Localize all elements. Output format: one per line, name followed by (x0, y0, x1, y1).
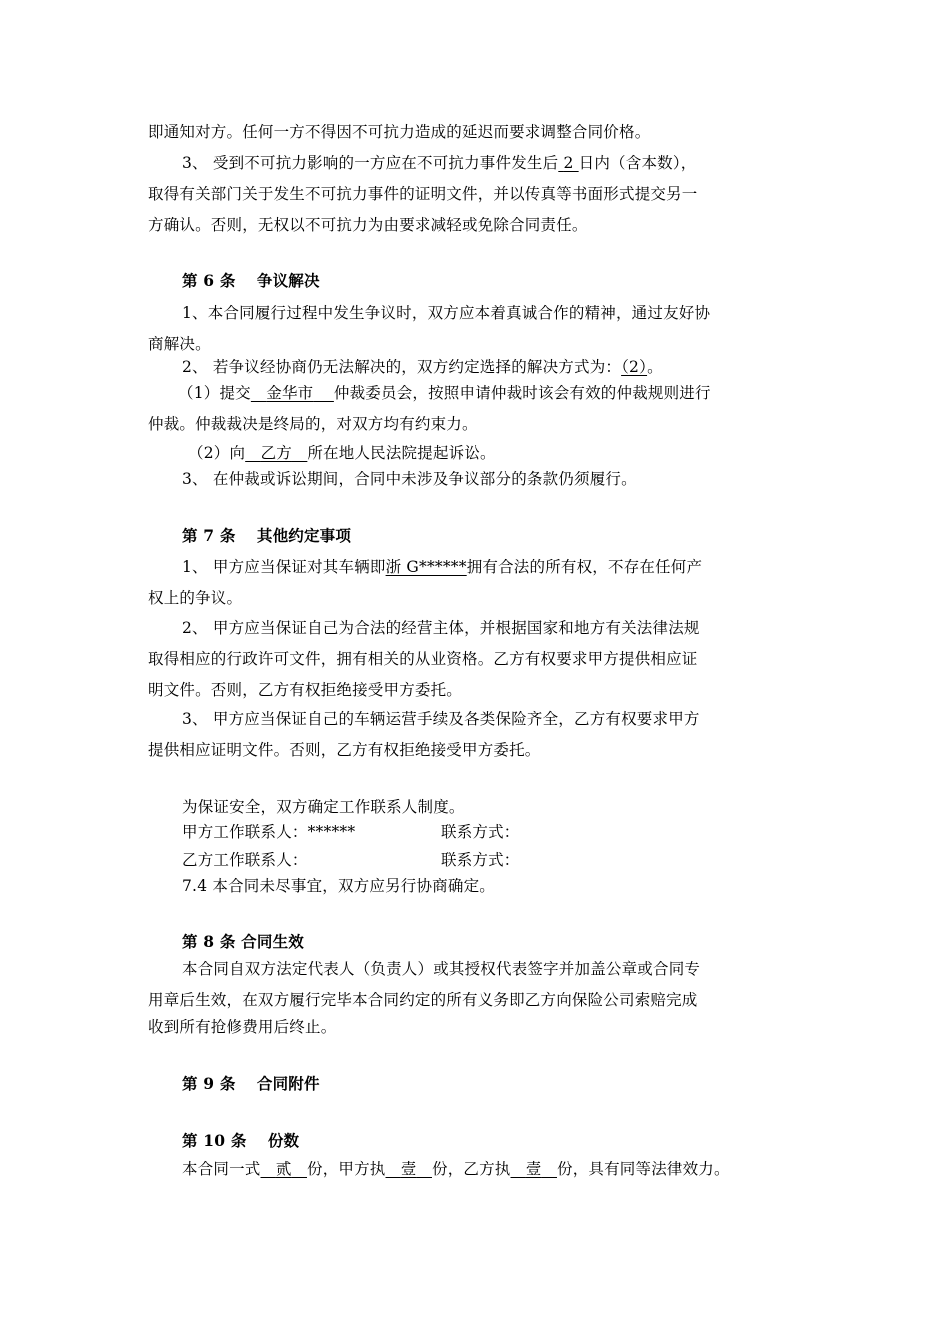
chosen-resolution: （2） (621, 358, 648, 376)
force-majeure-clause-3-line2: 取得有关部门关于发生不可抗力事件的证明文件，并以传真等书面形式提交另一 (148, 185, 698, 203)
force-majeure-clause-3 (182, 152, 697, 174)
article-6-clause-1-line2: 商解决。 (148, 335, 211, 353)
article-7-clause-2: 2、 甲方应当保证自己为合法的经营主体，并根据国家和地方有关法律法规 (182, 619, 700, 637)
article-7-title: 第 7 条 其他约定事项 (182, 526, 352, 545)
arbitration-option (178, 382, 711, 404)
party-a-contact-value: ****** (307, 823, 356, 841)
clause-text: 。 (647, 358, 663, 376)
option-text: （1）提交 (178, 384, 251, 402)
article-8-title: 第 8 条 合同生效 (182, 932, 304, 951)
clause-text: 拥有合法的所有权，不存在任何产 (466, 558, 703, 576)
arbitration-city: 金华市 (266, 384, 314, 402)
article-6-clause-2 (182, 356, 663, 378)
article-7-clause-3-line2: 提供相应证明文件。否则，乙方有权拒绝接受甲方委托。 (148, 741, 541, 759)
party-a-contact-label (182, 821, 355, 843)
party-b-contact-method-label: 联系方式： (441, 851, 520, 869)
article-7-clause-1-line2: 权上的争议。 (148, 589, 243, 607)
arbitration-option-line2: 仲裁。仲裁裁决是终局的，对双方均有约束力。 (148, 415, 478, 433)
article-9-title: 第 9 条 合同附件 (182, 1074, 320, 1093)
article-7-4: 7.4 本合同未尽事宜，双方应另行协商确定。 (182, 877, 495, 895)
article-7-clause-1 (182, 556, 702, 578)
party-b-copies: 壹 (525, 1160, 542, 1178)
option-text: （2）向 (188, 444, 246, 462)
litigation-party: 乙方 (260, 444, 292, 462)
clause-text: 日内（含本数）， (578, 154, 697, 172)
article-8-line3: 收到所有抢修费用后终止。 (148, 1018, 337, 1036)
option-text: 仲裁委员会，按照申请仲裁时该会有效的仲裁规则进行 (333, 384, 711, 402)
article-7-clause-3: 3、 甲方应当保证自己的车辆运营手续及各类保险齐全，乙方有权要求甲方 (182, 710, 700, 728)
clause-text: 份，具有同等法律效力。 (557, 1160, 730, 1178)
force-majeure-clause-3-line3: 方确认。否则，无权以不可抗力为由要求减轻或免除合同责任。 (148, 216, 588, 234)
clause-text: 1、 甲方应当保证对其车辆即 (182, 558, 386, 576)
notice-days: 2 (563, 154, 574, 172)
clause-text: 份，乙方执 (432, 1160, 511, 1178)
litigation-option (188, 442, 496, 464)
vehicle-plate: 浙 G****** (385, 558, 467, 576)
article-6-clause-3: 3、 在仲裁或诉讼期间，合同中未涉及争议部分的条款仍须履行。 (182, 470, 637, 488)
article-6-clause-1: 1、本合同履行过程中发生争议时，双方应本着真诚合作的精神，通过友好协 (182, 304, 711, 322)
option-text: 所在地人民法院提起诉讼。 (307, 444, 496, 462)
article-10-title: 第 10 条 份数 (182, 1131, 300, 1150)
clause-text: 3、 受到不可抗力影响的一方应在不可抗力事件发生后 (182, 154, 559, 172)
article-7-clause-2-line2: 取得相应的行政许可文件，拥有相关的从业资格。乙方有权要求甲方提供相应证 (148, 650, 698, 668)
clause-text: 本合同一式 (182, 1160, 261, 1178)
total-copies: 贰 (275, 1160, 292, 1178)
label-text: 甲方工作联系人： (182, 823, 308, 841)
article-10-copies (182, 1158, 730, 1180)
force-majeure-continuation: 即通知对方。任何一方不得因不可抗力造成的延迟而要求调整合同价格。 (148, 123, 651, 141)
clause-text: 2、 若争议经协商仍无法解决的，双方约定选择的解决方式为： (182, 358, 622, 376)
article-8-line1: 本合同自双方法定代表人（负责人）或其授权代表签字并加盖公章或合同专 (182, 960, 701, 978)
party-b-contact-label: 乙方工作联系人： (182, 851, 308, 869)
party-a-copies: 壹 (400, 1160, 417, 1178)
contact-system-intro: 为保证安全，双方确定工作联系人制度。 (182, 798, 465, 816)
party-a-contact-method-label: 联系方式： (441, 823, 520, 841)
article-6-title: 第 6 条 争议解决 (182, 271, 320, 290)
article-8-line2: 用章后生效，在双方履行完毕本合同约定的所有义务即乙方向保险公司索赔完成 (148, 991, 698, 1009)
article-7-clause-2-line3: 明文件。否则，乙方有权拒绝接受甲方委托。 (148, 681, 463, 699)
clause-text: 份，甲方执 (307, 1160, 386, 1178)
